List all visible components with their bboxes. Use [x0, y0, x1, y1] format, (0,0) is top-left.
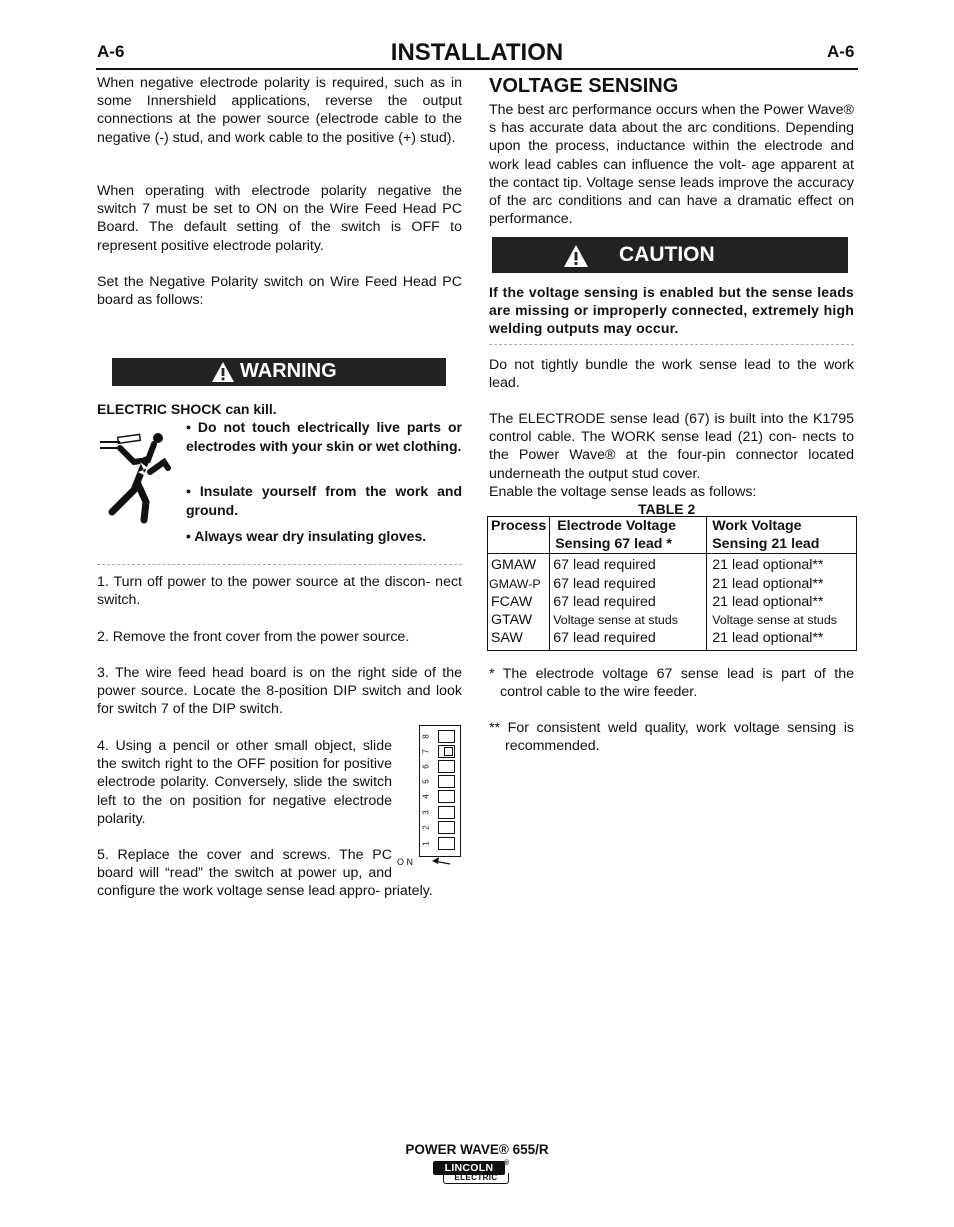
switch-paragraph: When operating with electrode polarity negative the switch 7 must be set to ON on the Wire Feed Head PC Board. The default setting of the switch is OFF to represent positive electrode polarity.	[97, 183, 462, 254]
dip-number: 8	[421, 734, 431, 739]
sense-lead-paragraph: The ELECTRODE sense lead (67) is built into the K1795 control cable. The WORK sense lead (21) con- nects to the Power Wave® at the four-pin connector located underneath the output stud cover.	[489, 411, 854, 482]
table-row	[488, 554, 857, 575]
dip-number: 6	[421, 764, 431, 769]
step-5	[97, 846, 462, 901]
header-work	[707, 517, 857, 554]
voltage-sensing-title: VOLTAGE SENSING	[489, 75, 679, 97]
warning-bullet-insulate: • Insulate yourself from the work and ground.	[186, 483, 462, 518]
table-row	[488, 593, 857, 611]
caution-text: If the voltage sensing is enabled but the sense leads are missing or improperly connected, extremely high welding outputs may occur.	[489, 284, 854, 337]
cell-work: Voltage sense at studs	[707, 611, 857, 629]
table-row	[488, 629, 857, 651]
footnote-work: ** For consistent weld quality, work voltage sensing is recommended.	[489, 720, 854, 755]
cell-process: GMAW	[488, 554, 550, 575]
cell-process: GTAW	[488, 611, 550, 629]
dip-switch-3	[438, 806, 455, 819]
dip-switch-7	[438, 745, 455, 758]
dip-switch-1	[438, 837, 455, 850]
step-1: 1. Turn off power to the power source at the discon- nect switch.	[97, 574, 462, 609]
dip-number: 2	[421, 825, 431, 830]
dip-switch-8	[438, 730, 455, 743]
header-work-line2: Sensing 21 lead	[712, 536, 820, 553]
page-title: INSTALLATION	[390, 39, 564, 66]
dip-number: 5	[421, 779, 431, 784]
header-rule	[96, 68, 858, 70]
polarity-paragraph: When negative electrode polarity is required, such as in some Innershield applications, reverse the output connections at the power source (electrode cable to the negative (-) stud, and work cable to the positive (+) stud).	[97, 75, 462, 146]
cell-work: 21 lead optional**	[707, 593, 857, 611]
step-5-text: 5. Replace the cover and screws. The PC board will “read” the switch at power up, and configure the work voltage sense lead appro- priately.	[97, 847, 433, 900]
lincoln-electric-logo	[433, 1161, 509, 1185]
logo-lincoln: LINCOLN	[433, 1161, 505, 1175]
warning-heading: ELECTRIC SHOCK can kill.	[97, 401, 277, 417]
header-electrode	[550, 517, 707, 554]
table-caption: TABLE 2	[638, 501, 696, 517]
cell-work: 21 lead optional**	[707, 554, 857, 575]
footnote-electrode: * The electrode voltage 67 sense lead is part of the control cable to the wire feeder.	[489, 666, 854, 701]
footer-model: POWER WAVE® 655/R	[405, 1142, 549, 1157]
warning-bullet-gloves: • Always wear dry insulating gloves.	[186, 528, 427, 544]
cell-electrode: Voltage sense at studs	[550, 611, 707, 629]
cell-process: GMAW-P	[488, 575, 550, 593]
electric-shock-icon	[98, 432, 178, 529]
step-4: 4. Using a pencil or other small object, slide the switch right to the OFF position for positive electrode polarity. Conversely, slide the switch left to the on position for negative electrode polarity.	[97, 738, 392, 827]
cell-electrode: 67 lead required	[550, 593, 707, 611]
dip-number: 1	[421, 841, 431, 846]
warning-bullet-live-parts: • Do not touch electrically live parts or electrodes with your skin or wet clothing.	[186, 419, 462, 454]
cell-work: 21 lead optional**	[707, 575, 857, 593]
page-code-left: A-6	[97, 42, 125, 61]
dip-number: 3	[421, 810, 431, 815]
enable-paragraph: Enable the voltage sense leads as follows:	[489, 484, 757, 500]
dip-switch-6	[438, 760, 455, 773]
dip-switch-4	[438, 790, 455, 803]
bundle-paragraph: Do not tightly bundle the work sense lead to the work lead.	[489, 357, 854, 392]
table-row	[488, 611, 857, 629]
caution-banner	[492, 237, 848, 273]
dip-on-label: O N	[397, 857, 414, 867]
warning-triangle-icon	[211, 361, 235, 388]
step-2: 2. Remove the front cover from the power source.	[97, 629, 410, 645]
dip-number: 4	[421, 794, 431, 799]
dip-arrow-icon	[431, 855, 451, 870]
step-3: 3. The wire feed head board is on the right side of the power source. Locate the 8-position DIP switch and look for switch 7 of the DIP switch.	[97, 665, 462, 718]
cell-work: 21 lead optional**	[707, 629, 857, 651]
logo-registered: ®	[504, 1160, 510, 1167]
voltage-sensing-paragraph: The best arc performance occurs when the Power Wave® s has accurate data about the arc conditions. Depending upon the process, inductance within the electrode and work lead cables can influence the volt- age apparent at the contact tip. Voltage sense leads improve the accuracy of the arc conditions and can have a dramatic effect on performance.	[489, 102, 854, 228]
header-electrode-line2: Sensing 67 lead *	[555, 536, 672, 553]
header-process: Process	[488, 517, 550, 554]
header-electrode-line1: Electrode Voltage	[557, 518, 677, 534]
warning-label: WARNING	[240, 360, 337, 382]
voltage-sensing-table	[487, 516, 857, 651]
table-row	[488, 575, 857, 593]
logo-electric: ELECTRIC	[443, 1173, 509, 1184]
caution-label: CAUTION	[619, 243, 715, 266]
cell-electrode: 67 lead required	[550, 629, 707, 651]
dip-switch-2	[438, 821, 455, 834]
cell-electrode: 67 lead required	[550, 554, 707, 575]
dip-number: 7	[421, 749, 431, 754]
caution-triangle-icon	[563, 244, 589, 273]
warning-banner	[112, 358, 446, 386]
set-switch-paragraph: Set the Negative Polarity switch on Wire Feed Head PC board as follows:	[97, 274, 462, 309]
page-code-right: A-6	[827, 42, 855, 61]
cell-electrode: 67 lead required	[550, 575, 707, 593]
cell-process: FCAW	[488, 593, 550, 611]
dip-switch-figure	[419, 725, 461, 857]
header-work-line1: Work Voltage	[712, 518, 802, 534]
cell-process: SAW	[488, 629, 550, 651]
dip-switch-5	[438, 775, 455, 788]
table-header-row	[488, 517, 857, 554]
warning-divider	[97, 564, 462, 565]
caution-divider	[489, 344, 854, 345]
